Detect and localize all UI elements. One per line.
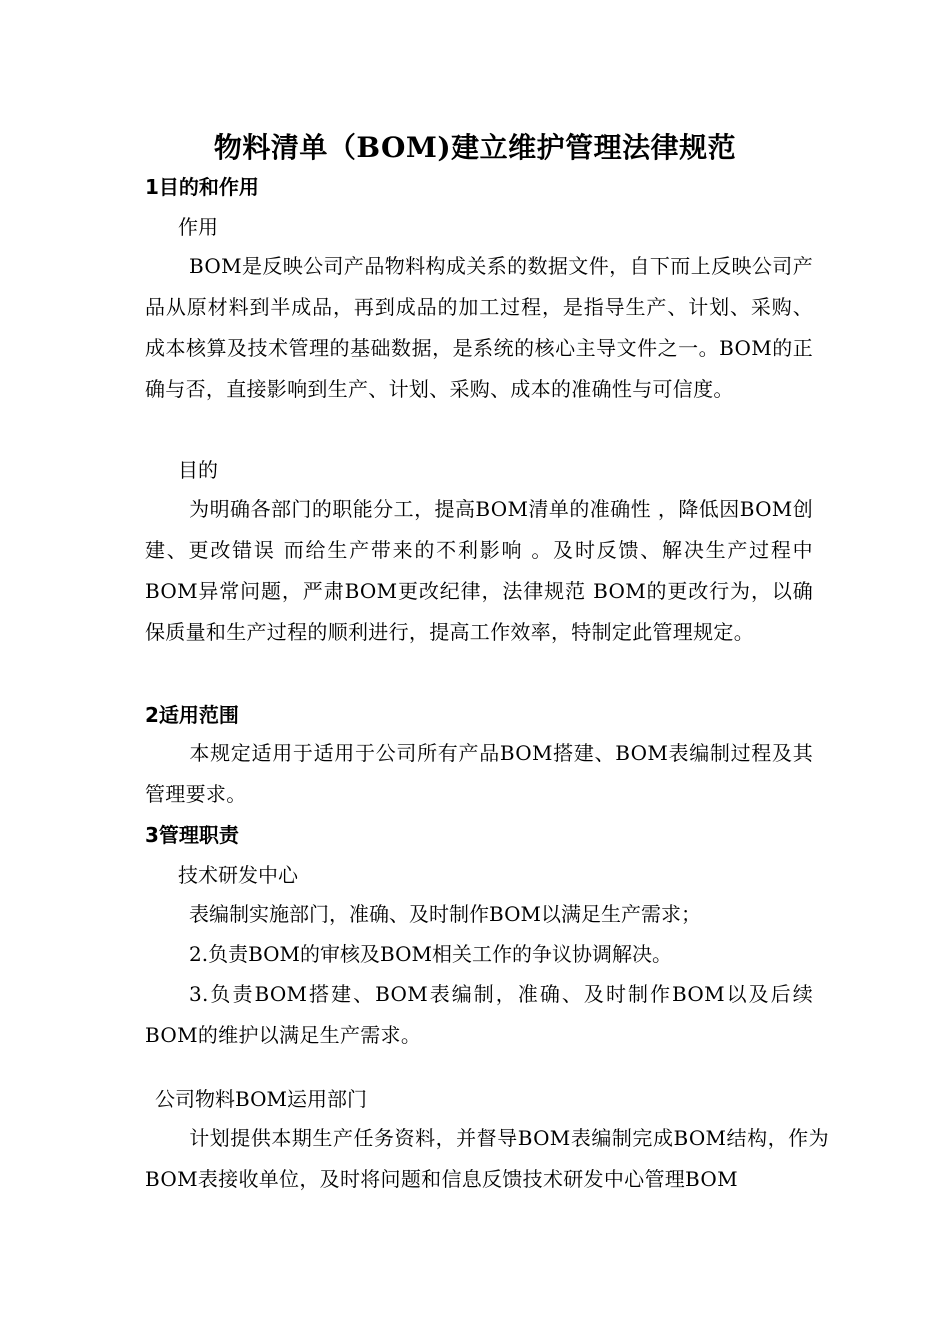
section-1-function-paragraph [145, 246, 813, 410]
document-title: 物料清单（BOM)建立维护管理法律规范 [213, 131, 737, 164]
section-3-item-3: 3.负责BOM搭建、BOM表编制，准确、及时制作BOM以及后续BOM的维护以满足生产需求。 [145, 982, 813, 1047]
section-1-purpose-text: 为明确各部门的职能分工，提高BOM清单的准确性 ，降低因BOM创建、更改错误 而给生产带来的不利影响 。及时反馈、解决生产过程中BOM异常问题，严肃BOM更改纪律，法律规范 BOM的更改行为，以确保质量和生产过程的顺利进行，提高工作效率，特制定此管理规定。 [145, 497, 813, 644]
section-2-text: 本规定适用于适用于公司所有产品BOM搭建、BOM表编制过程及其管理要求。 [145, 741, 813, 806]
section-3-bom-dept-text: 计划提供本期生产任务资料，并督导BOM表编制完成BOM结构，作为BOM表接收单位，及时将问题和信息反馈技术研发中心管理BOM [145, 1126, 829, 1191]
section-1-heading: 1目的和作用 [145, 175, 259, 199]
section-2-paragraph [145, 733, 813, 815]
section-3-sub-rd-center: 技术研发中心 [178, 863, 298, 887]
section-3-heading: 3管理职责 [145, 823, 239, 847]
section-3-bom-dept-paragraph [145, 1118, 829, 1200]
section-1-purpose-paragraph [145, 489, 813, 653]
section-1-sub-purpose: 目的 [178, 458, 218, 482]
section-1-sub-function: 作用 [178, 215, 218, 239]
section-3-item-1: 表编制实施部门，准确、及时制作BOM以满足生产需求； [189, 902, 701, 926]
section-1-function-text: BOM是反映公司产品物料构成关系的数据文件，自下而上反映公司产品从原材料到半成品，再到成品的加工过程，是指导生产、计划、采购、成本核算及技术管理的基础数据，是系统的核心主导文件之一。BOM的正确与否，直接影响到生产、计划、采购、成本的准确性与可信度。 [145, 254, 813, 401]
section-3-item-3-paragraph [145, 974, 813, 1056]
section-3-item-2: 2.负责BOM的审核及BOM相关工作的争议协调解决。 [189, 942, 672, 966]
section-3-sub-bom-dept: 公司物料BOM运用部门 [155, 1087, 367, 1111]
section-2-heading: 2适用范围 [145, 703, 239, 727]
